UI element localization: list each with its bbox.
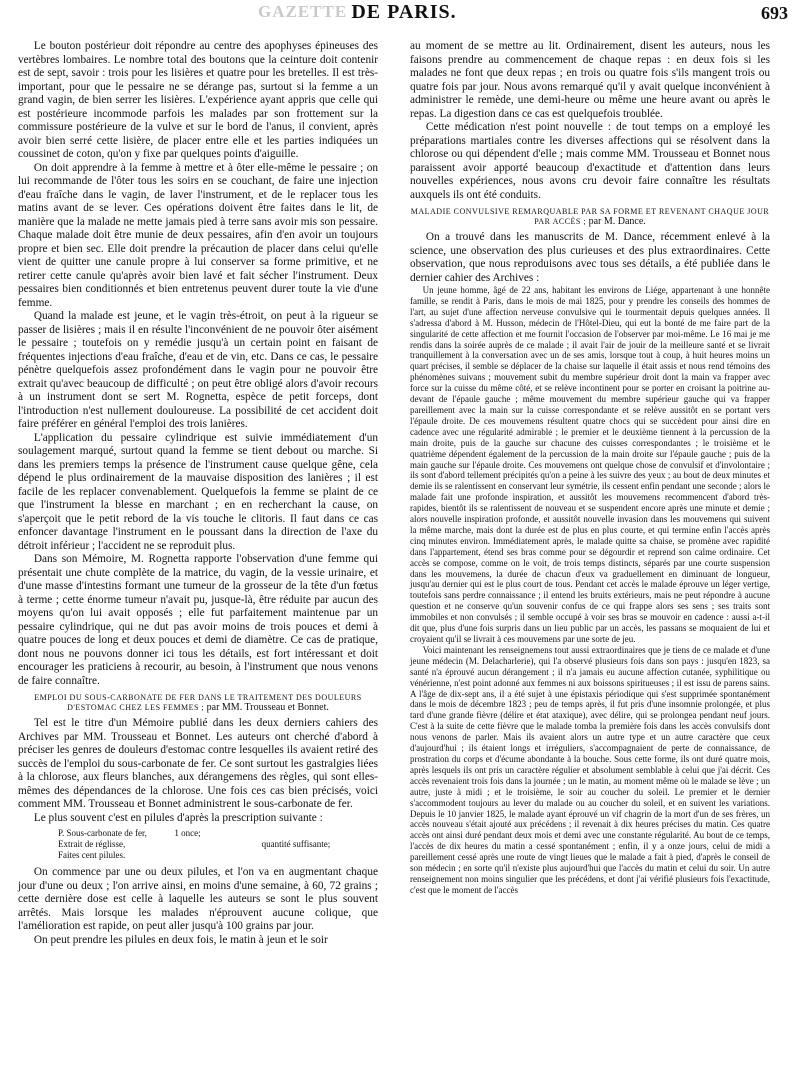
paragraph: On doit apprendre à la femme à mettre et à ôter elle-même le pessaire ; on lui recommande de l'ôter tous les soirs en se couchant, de faire une injection d'eau fraîche dans le vagin, de laver l'instrument, et de le replacer tous les matins avant de se lever. Ces opérations doivent être faites dans le lit, de manière que la malade ne mette jamais pied à terre sans avoir mis son pessaire. Chaque malade doit être munie de deux pessaires, afin d'en avoir un toujours propre et bien sec. Elle doit prendre la précaution de placer dans celui qu'elle vient de quitter une canule propre à lui conserver sa forme primitive, et ne retirer cette canule qu'après avoir bien lavé et fait sécher l'instrument. Deux pessaires bien conditionnés et bien entretenus peuvent durer toute la vie d'une femme. <box>18 161 378 309</box>
article-heading-text: MALADIE CONVULSIVE REMARQUABLE PAR SA FORME ET REVENANT CHAQUE JOUR PAR ACCÈS ; <box>410 207 770 226</box>
left-column <box>18 40 378 947</box>
article-authors: par MM. Trousseau et Bonnet. <box>206 702 329 713</box>
paragraph: Le bouton postérieur doit répondre au centre des apophyses épineuses des vertèbres lombaires. Le nombre total des boutons que la ceinture doit contenir est de sept, savoir : trois pour les lisières et quatre pour les bretelles. Il est très-important, pour que le pessaire ne se dérange pas, surtout si la femme a un grand vagin, de bien serrer les lisières. L'expérience ayant appris que celle qui est postérieure incommode parfois les malades par son frottement sur la commissure postérieure de la vulve et sur le bord de l'anus, il convient, après avoir bien serré cette lisière, de placer entre elle et les parties indiquées un coussinet de coton, qu'on y fixe par quelques points d'aiguille. <box>18 40 378 160</box>
page-header <box>18 0 790 26</box>
paragraph: Tel est le titre d'un Mémoire publié dans les deux derniers cahiers des Archives par MM. Trousseau et Bonnet. Les auteurs ont cherché d'abord à préciser les genres de douleurs d'estomac contre lesquelles ils avaient retiré des succès de l'emploi du sous-carbonate de fer. Ce sont surtout les gastralgies liées à la chlorose, aux fleurs blanches, aux dérangemens des règles, qui sont elles-mêmes des dépendances de la chlorose. Une fois ces cas bien précisés, voici comment MM. Trousseau et Bonnet administrent le sous-carbonate de fer. <box>18 717 378 810</box>
dose <box>174 850 261 861</box>
page-number: 693 <box>761 3 788 23</box>
paragraph: Quand la malade est jeune, et le vagin très-étroit, on peut à la rigueur se passer de lisières ; mais il en résulte l'inconvénient de ne pouvoir ôter aisément le pessaire ; toutefois on y remédie jusqu'à un certain point en faisant de fréquentes injections d'eau fraîche, d'eau et de vin, etc. Dans ce cas, le pessaire pénètre quelquefois assez profondément dans le vagin pour ne pouvoir être extrait qu'avec beaucoup de difficulté ; on peut être obligé alors d'avoir recours à un instrument dont se sert M. Rognetta, espèce de petit forceps, dont l'introduction n'est nullement douloureuse. La possibilité de cet accident doit faire préférer en général l'emploi des trois lanières. <box>18 310 378 430</box>
paragraph: L'application du pessaire cylindrique est suivie immédiatement d'un soulagement marqué, surtout quand la femme se tient debout ou marche. Si dans les premiers temps la présence de l'instrument cause quelque gêne, cela dépend le plus ordinairement de la mauvaise disposition des lanières ; il est facile de les replacer convenablement. Quelquefois la femme se plaint de ce que l'instrument la blesse en marchant ; en en recherchant la cause, on s'aperçoit que le petit rebord de la vis touche le clitoris. Il faut dans ce cas enfoncer davantage l'instrument en le poussant dans la direction de l'axe du détroit inférieur ; l'accident ne se reproduit plus. <box>18 431 378 552</box>
paragraph-small: Voici maintenant les renseignemens tout aussi extraordinaires que je tiens de ce malade et d'une jeune médecin (M. Delacharlerie), qui l'a observé plusieurs fois dans son pays : jusqu'en 1823, sa santé n'a éprouvé aucun dérangement ; il n'a jamais eu aucune affection cutanée, syphilitique ou vénérienne, n'est point adonné aux femmes ni aux boissons spiritueuses ; il est issu de parens sains. A l'âge de dix-sept ans, il a été sujet à une épistaxis périodique qui s'est supprimée spontanément dans le mois de décembre 1823 ; peu de temps après, il fut pris d'une insomnie prolongée, et plus tard d'une grande fièvre (délire et état ataxique), avec délire, qui se prolongea pendant neuf jours. C'est à la suite de cette fièvre que le malade tomba la première fois dans les accès convulsifs dont nous venons de parler. Mais ils avaient alors un autre type et un autre caractère que ceux d'aujourd'hui ; ils étaient longs et irréguliers, s'accompagnaient de perte de connaissance, de prostration du corps et d'écume abondante à la bouche. Sous cette forme, ils ont duré quatre mois, après lesquels ils ont pris un caractère régulier et absolument semblable à celui que j'ai décrit. Ces accès revenaient trois fois dans la journée ; un le matin, au moment même où le malade se lève ; un autre, juste à midi ; et le troisième, le soir au coucher du soleil. Le premier et le dernier s'accommodent toujours au lever du malade ou au coucher du soleil, et en suivent les variations. Depuis le 10 janvier 1825, le malade ayant éprouvé un vif chagrin de la mort d'un de ses frères, un accès nouveau s'était ajouté aux précédens ; il revenait à dix heures précises du matin. Ces quatre accès ont ainsi duré pendant deux mois et demi avec une constante régularité. Au bout de ce temps, l'accès de dix heures du matin a cessé spontanément ; enfin, il y a onze jours, celui de midi a pareillement cessé après une route de vingt lieues que le malade a fait à pied, d'après le conseil de son médecin ; en sorte qu'il n'existe plus aujourd'hui que l'accès du matin et celui du soir. Un autre renseignement non moins singulier que les précédens, et dont j'ai vérifié plusieurs fois l'exactitude, c'est que le moment de l'accès <box>410 644 770 895</box>
paragraph: Le plus souvent c'est en pilules d'après la prescription suivante : <box>33 811 323 824</box>
right-column <box>410 40 770 896</box>
prescription <box>58 828 378 861</box>
note <box>262 828 378 839</box>
paragraph: On peut prendre les pilules en deux fois, le matin à jeun et le soir <box>33 933 328 946</box>
paragraph: On a trouvé dans les manuscrits de M. Dance, récemment enlevé à la science, une observation des plus curieuses et des plus extraordinaires. Cette observation, que nous reproduisons avec tous ses détails, a été publiée dans le dernier cahier des Archives : <box>410 231 770 284</box>
masthead-title: DE PARIS. <box>351 1 457 23</box>
article-authors: par M. Dance. <box>588 216 646 227</box>
paragraph: Cette médication n'est point nouvelle : de tout temps on a employé les préparations martiales contre les diverses affections qui se résolvent dans la chlorose ou qui dépendent d'elle ; mais comme MM. Trousseau et Bonnet nous paraissent avoir apporté beaucoup d'exactitude et d'attention dans leurs nouvelles expériences, nous avons cru devoir faire connaître les résultats auxquels ils ont été conduits. <box>410 121 770 201</box>
paragraph: Dans son Mémoire, M. Rognetta rapporte l'observation d'une femme qui présentait une chute complète de la matrice, du vagin, de la vessie urinaire, et d'une masse d'intestins formant une tumeur de la grosseur de la tête d'un fœtus à terme ; cette énorme tumeur n'avait pu, jusque-là, être réduite par aucun des moyens qu'on lui avait opposés ; elle fut parfaitement maintenue par un pessaire cylindrique, qui ne dut pas avoir moins de trois pouces et demi à quatre pouces de long et deux pouces et demi de diamètre. Ce cas de pratique, dont nous ne pouvons donner ici tous les détails, est fort intéressant et doit encourager les praticiens à recourir, au besoin, à l'instrument que nous venons de faire connaître. <box>18 553 378 687</box>
article-heading <box>18 693 378 713</box>
article-heading-text: EMPLOI DU SOUS-CARBONATE DE FER DANS LE TRAITEMENT DES DOULEURS D'ESTOMAC CHEZ LES FEMMES ; <box>34 693 362 712</box>
note: quantité suffisante; <box>261 839 331 849</box>
prescription-line <box>58 850 378 861</box>
prescription-line <box>58 828 378 839</box>
paragraph: On commence par une ou deux pilules, et l'on va en augmentant chaque jour d'une ou deux ; l'on arrive ainsi, en moins d'une semaine, à 60, 72 grains ; cette dernière dose est celle à laquelle les auteurs se sont le plus souvent arrêtés. Mais lorsque les malades n'éprouvent aucune colique, que l'amélioration est rapide, on peut aller jusqu'à 100 grains par jour. <box>18 866 378 932</box>
paragraph: au moment de se mettre au lit. Ordinairement, disent les auteurs, nous les faisons prendre au commencement de chaque repas : en deux fois si les malades ne font que deux repas ; en trois ou quatre fois s'ils mangent trois ou quatre fois par jour. Nous avons remarqué qu'il y avait quelque inconvénient à administrer le remède, une demi-heure ou même une heure avant ou après le repas. La digestion dans ce cas est quelquefois troublée. <box>410 40 770 120</box>
paragraph-small: Un jeune homme, âgé de 22 ans, habitant les environs de Liége, appartenant à une honnête famille, se rendit à Paris, dans le mois de mai 1825, pour y prendre les conseils des hommes de l'art, au sujet d'une affection nerveuse convulsive qui le tourmentait depuis quelques années. Il s'adressa d'abord à M. Husson, médecin de l'Hôtel-Dieu, qui eut la bonté de me faire part de la singularité de cette affection et me fournit l'occasion de l'observer par moi-même. Le 16 mai je me rendis dans la soirée auprès de ce malade ; il avait l'air de jouir de la meilleure santé et se livrait tranquillement à la conversation avec un de ses amis, lorsque tout à coup, à huit heures moins un quart précises, il semble se déplacer de la chaise sur laquelle il était assis et nous rend témoins des phénomènes suivans ; mouvement subit du membre supérieur droit dont la main va frapper avec force sur la cuisse du même côté, et se relève incontinent pour se porter en croisant la poitrine au-devant de l'épaule gauche ; même mouvement du membre supérieur gauche qui va frapper pareillement avec la main sur la cuisse correspondante et se relève aussitôt en se portant vers l'épaule droite. De ces mouvemens résultent quatre chocs qui se succèdent pour ainsi dire en cadence avec une régularité admirable ; le premier et le deuxième tiennent à la percussion de la main droite, puis de la gauche sur chacune des cuisses correspondantes ; le troisième et le quatrième dépendent également de la percussion de la main droite sur l'épaule gauche ; puis de la main gauche sur l'épaule droite. Ces mouvemens ont quelque chose de convulsif et d'involontaire ; ils sont d'abord tellement précipités qu'on a peine à les suivre des yeux ; au bout de deux minutes et demie ils se ralentissent en conservant leur symétrie, ils cessent enfin pendant une seconde ; alors le malade fait une profonde inspiration, et aussitôt les mouvemens recommencent d'abord très-rapides, bientôt ils se ralentissent de nouveau et se suspendent encore après une minute et demie ; alors nouvelle inspiration profonde, et aussitôt nouvelle invasion dans les mouvemens qui suivent la même marche, mais dont la durée est de plus en plus courte, et qui termine enfin l'accès après cinq minutes environ. Immédiatement après, le malade quitte sa chaise, se promène avec rapidité dans l'appartement, étend ses bras comme pour se dégourdir et reprend son calme ordinaire. Cet accès se compose, comme on le voit, de trois temps distincts, séparés par une courte suspension dans les mouvemens, la durée de chacun d'eux va graduellement en diminuant de longueur, jusqu'au dernier qui est le plus court de tous. Pendant cet accès le malade éprouve un léger vertige, toutefois sans perdre connaissance ; il entend les bruits extérieurs, mais ne peut répondre à aucune question et ne conserve qu'un souvenir confus de ce qui frappe alors ses sens ; ses traits sont immobiles et non convulsés ; il semble occupé à voir ses bras se mouvoir en cadence : aussi a-t-il dit que, plus d'une fois surpris dans un lieu public par un accès, les passans se moquaient de lui et croyaient qu'il se livrait à ces mouvemens par une sorte de jeu. <box>410 285 770 644</box>
ingredient: Faites cent pilules. <box>58 850 126 860</box>
ingredient: P. Sous-carbonate de fer, <box>58 828 147 838</box>
dose <box>174 839 261 850</box>
ingredient: Extrait de réglisse, <box>58 839 126 849</box>
article-heading <box>410 207 770 227</box>
dose: 1 once; <box>174 828 201 838</box>
bleed-through-title: GAZETTE <box>258 2 348 21</box>
prescription-line <box>58 839 378 850</box>
note <box>262 850 378 861</box>
